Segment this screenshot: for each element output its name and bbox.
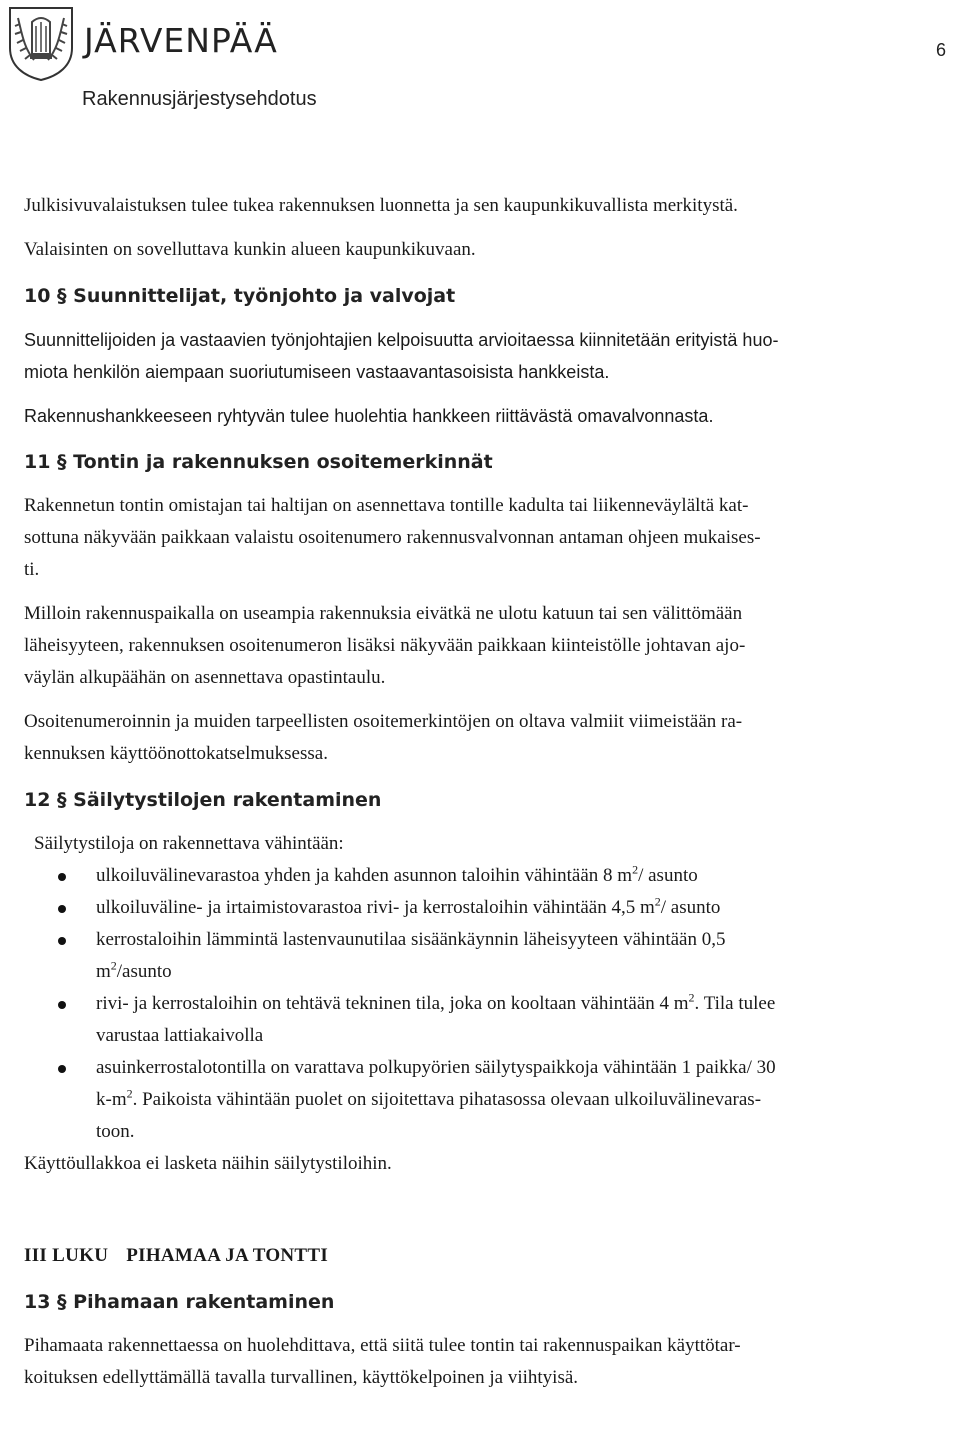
intro-paragraph-2: Valaisinten on sovelluttava kunkin alueen kaupunkikuvaan.: [24, 239, 476, 260]
section-11-paragraph-3: Osoitenumeroinnin ja muiden tarpeellisten osoitemerkintöjen on oltava valmiit viimeistään ra- kennuksen käyttöönottokatselmuksessa.: [24, 711, 743, 764]
city-name: JÄRVENPÄÄ: [84, 21, 278, 60]
section-heading-12: 12 § Säilytystilojen rakentaminen: [24, 789, 382, 811]
section-13-paragraph-1: Pihamaata rakennettaessa on huolehdittava, että siitä tulee tontin tai rakennuspaikan käyttötar- koituksen edellyttämällä tavalla turvallinen, käyttökelpoinen ja viihtyisä.: [24, 1335, 741, 1388]
section-heading-11: 11 § Tontin ja rakennuksen osoitemerkinnät: [24, 451, 493, 473]
chapter-heading: [24, 1240, 940, 1272]
section-12-intro: Säilytystiloja on rakennettava vähintään:: [34, 833, 344, 854]
bullet-icon: [58, 1001, 66, 1009]
document-body: [24, 190, 940, 1394]
section-heading-10: 10 § Suunnittelijat, työnjohto ja valvojat: [24, 285, 456, 307]
list-item: ulkoiluvälinevarastoa yhden ja kahden asunnon taloihin vähintään 8 $m^2/$ asunto: [24, 860, 940, 892]
list-item: asuinkerrostalotontilla on varattava polkupyörien säilytyspaikkoja vähintään 1 paikka/ 30 $k-m^2$. Paikoista vähintään puolet on sijoitettava pihatasossa olevaan ulkoiluvälinevaras- toon.: [24, 1052, 940, 1148]
bullet-icon: [58, 937, 66, 945]
intro-paragraph-1: Julkisivuvalaistuksen tulee tukea rakennuksen luonnetta ja sen kaupunkikuvallista merkitystä.: [24, 195, 738, 216]
section-10-paragraph-2: Rakennushankkeeseen ryhtyvän tulee huolehtia hankkeen riittävästä omavalvonnasta.: [24, 406, 714, 426]
chapter-number: III LUKU: [24, 1245, 109, 1266]
section-11-paragraph-2: Milloin rakennuspaikalla on useampia rakennuksia eivätkä ne ulotu katuun tai sen välittömään läheisyyteen, rakennuksen osoitenumeron lisäksi näkyvään paikkaan kiinteistölle johtavan ajo- väylän alkupäähän on asennettava opastintaulu.: [24, 603, 746, 688]
page-header: [0, 0, 960, 120]
bullet-icon: [58, 873, 66, 881]
list-item: rivi- ja kerrostaloihin on tehtävä tekninen tila, joka on kooltaan vähintään 4 $m^2$. Tila tulee varustaa lattiakaivolla: [24, 988, 940, 1052]
storage-requirements-list: [24, 860, 940, 1148]
section-11-paragraph-1: Rakennetun tontin omistajan tai haltijan on asennettava tontille kadulta tai liikenneväylältä kat- sottuna näkyvään paikkaan valaistu osoitenumero rakennusvalvonnan antaman ohjeen mukaises- ti.: [24, 495, 761, 580]
city-crest-icon: [4, 4, 78, 82]
bullet-icon: [58, 1065, 66, 1073]
chapter-title: PIHAMAA JA TONTTI: [126, 1245, 329, 1266]
page-number: 6: [935, 40, 946, 60]
bullet-icon: [58, 905, 66, 913]
section-12-outro: Käyttöullakkoa ei lasketa näihin säilytystiloihin.: [24, 1153, 392, 1174]
list-item: kerrostaloihin lämmintä lastenvaunutilaa sisäänkäynnin läheisyyteen vähintään 0,5 $m^2$/asunto: [24, 924, 940, 988]
section-heading-13: 13 § Pihamaan rakentaminen: [24, 1291, 335, 1313]
document-title: Rakennusjärjestysehdotus: [82, 88, 317, 110]
list-item: ulkoiluväline- ja irtaimistovarastoa rivi- ja kerrostaloihin vähintään 4,5 $m^2/$ asunto: [24, 892, 940, 924]
section-10-paragraph-1: Suunnittelijoiden ja vastaavien työnjohtajien kelpoisuutta arvioitaessa kiinnitetään erityistä huo- miota henkilön aiempaan suoriutumiseen vastaavantasoisista hankkeista.: [24, 330, 779, 382]
